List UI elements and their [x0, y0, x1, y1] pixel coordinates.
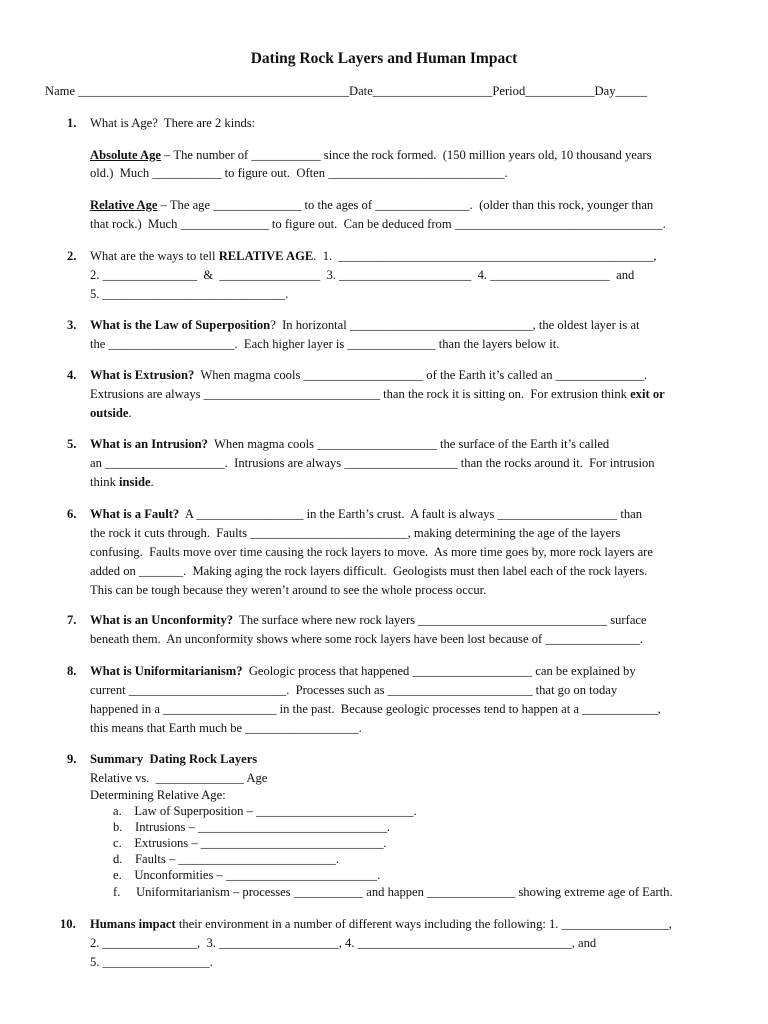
question-number: 7.: [67, 613, 77, 627]
question-line: [90, 613, 647, 628]
text-segment: old.) Much ___________ to figure out. Often ____________________________.: [90, 166, 508, 180]
text-segment: Relative vs. ______________ Age: [90, 771, 268, 785]
text-segment: Absolute Age: [90, 148, 162, 162]
question-number: 8.: [67, 664, 77, 678]
text-segment: confusing. Faults move over time causing the rock layers to move. As more time goes by, more rock layers are: [90, 545, 653, 559]
text-segment: .: [128, 406, 132, 420]
question-line: [90, 475, 154, 490]
question-line: [113, 868, 380, 883]
text-segment: What is a Fault?: [90, 507, 180, 521]
question-number: 2.: [67, 249, 77, 263]
question-line: [90, 406, 132, 421]
name-date-period-line: [45, 84, 647, 99]
question-line: [90, 287, 288, 302]
text-segment: What is Age? There are 2 kinds:: [90, 116, 256, 130]
text-segment: Summary Dating Rock Layers: [90, 752, 258, 766]
text-segment: this means that Earth much be __________________.: [90, 721, 362, 735]
question-line: [90, 337, 559, 352]
text-segment: When magma cools ___________________ the surface of the Earth it’s called: [207, 437, 610, 451]
text-segment: their environment in a number of different ways including the following: 1. _________________,: [175, 917, 672, 931]
text-segment: What are the ways to tell: [90, 249, 219, 263]
question-line: [90, 249, 656, 264]
text-segment: What is an Unconformity?: [90, 613, 234, 627]
text-segment: The surface where new rock layers ______________________________ surface: [233, 613, 647, 627]
text-segment: Extrusions are always ____________________________ than the rock it is sitting on. For extrusion think: [90, 387, 631, 401]
text-segment: 2. _______________ & ________________ 3. _____________________ 4. ___________________ and: [90, 268, 635, 282]
question-line: [90, 936, 596, 951]
text-segment: What is Uniformitarianism?: [90, 664, 243, 678]
text-segment: that rock.) Much ______________ to figure out. Can be deduced from _________________________________.: [90, 217, 666, 231]
text-segment: outside: [90, 406, 129, 420]
question-number: 9.: [67, 752, 77, 766]
text-segment: exit or: [630, 387, 665, 401]
question-line: [113, 885, 673, 900]
text-segment: This can be tough because they weren’t around to see the whole process occur.: [90, 583, 487, 597]
question-line: [90, 664, 636, 679]
question-line: [90, 771, 267, 786]
text-segment: – The number of ___________ since the rock formed. (150 million years old, 10 thousand years: [161, 148, 652, 162]
text-segment: think: [90, 475, 120, 489]
question-number: 5.: [67, 437, 77, 451]
question-line: [90, 955, 213, 970]
text-segment: the ____________________. Each higher layer is ______________ than the layers below it.: [90, 337, 560, 351]
question-number: 1.: [67, 116, 77, 130]
text-segment: a. Law of Superposition – _________________________.: [113, 804, 417, 818]
question-line: [90, 318, 640, 333]
text-segment: Relative Age: [90, 198, 158, 212]
question-line: [90, 217, 666, 232]
question-line: [90, 721, 362, 736]
question-line: [90, 788, 226, 803]
text-segment: happened in a __________________ in the past. Because geologic processes tend to happen at a ____________,: [90, 702, 661, 716]
text-segment: added on _______. Making aging the rock layers difficult. Geologists must then label each of the rock layers.: [90, 564, 648, 578]
question-line: [90, 632, 643, 647]
question-line: [90, 545, 653, 560]
question-number: 6.: [67, 507, 77, 521]
question-line: [90, 507, 642, 522]
question-line: [90, 387, 665, 402]
text-segment: current _________________________. Processes such as _______________________ that go on today: [90, 683, 618, 697]
question-number: 3.: [67, 318, 77, 332]
text-segment: A _________________ in the Earth’s crust. A fault is always ___________________ than: [179, 507, 643, 521]
text-segment: Humans impact: [90, 917, 176, 931]
question-line: [90, 368, 647, 383]
text-segment: Determining Relative Age:: [90, 788, 226, 802]
text-segment: When magma cools ___________________ of the Earth it’s called an ______________.: [194, 368, 647, 382]
question-line: [90, 583, 486, 598]
question-line: [90, 166, 508, 181]
question-line: [90, 752, 257, 767]
text-segment: What is the Law of Superposition: [90, 318, 271, 332]
question-line: [90, 437, 609, 452]
question-line: [90, 564, 647, 579]
question-line: [113, 820, 390, 835]
question-line: [90, 198, 653, 213]
text-segment: What is Extrusion?: [90, 368, 195, 382]
question-line: [113, 804, 417, 819]
text-segment: the rock it cuts through. Faults _________________________, making determining the age of the layers: [90, 526, 621, 540]
text-segment: Name ___________________________________________Date___________________Period___________Day_____: [45, 84, 648, 98]
question-line: [90, 917, 672, 932]
text-segment: beneath them. An unconformity shows where some rock layers have been lost because of _______________.: [90, 632, 643, 646]
text-segment: c. Extrusions – _____________________________.: [113, 836, 387, 850]
worksheet-title: Dating Rock Layers and Human Impact: [250, 50, 518, 67]
question-line: [90, 148, 652, 163]
text-segment: . 1. __________________________________________________,: [313, 249, 657, 263]
question-number: 10.: [60, 917, 76, 931]
text-segment: d. Faults – _________________________.: [113, 852, 339, 866]
text-segment: .: [150, 475, 154, 489]
text-segment: What is an Intrusion?: [90, 437, 208, 451]
text-segment: b. Intrusions – ______________________________.: [113, 820, 391, 834]
text-segment: RELATIVE AGE: [218, 249, 314, 263]
question-line: [90, 268, 634, 283]
text-segment: an ___________________. Intrusions are always __________________ than the rocks around it. For intrusion: [90, 456, 655, 470]
question-line: [90, 702, 661, 717]
question-line: [113, 836, 387, 851]
text-segment: e. Unconformities – ________________________.: [113, 868, 381, 882]
question-line: [90, 116, 255, 131]
text-segment: 2. _______________, 3. ___________________, 4. __________________________________, and: [90, 936, 597, 950]
text-segment: 5. _________________.: [90, 955, 213, 969]
text-segment: inside: [119, 475, 151, 489]
text-segment: f. Uniformitarianism – processes ___________ and happen ______________ showing extreme age of Earth.: [113, 885, 673, 899]
question-line: [113, 852, 339, 867]
question-number: 4.: [67, 368, 77, 382]
text-segment: 5. _____________________________.: [90, 287, 289, 301]
text-segment: ? In horizontal _____________________________, the oldest layer is at: [270, 318, 640, 332]
question-line: [90, 526, 620, 541]
question-line: [90, 456, 655, 471]
text-segment: – The age ______________ to the ages of _______________. (older than this rock, younger than: [157, 198, 654, 212]
question-line: [90, 683, 617, 698]
text-segment: Geologic process that happened ___________________ can be explained by: [242, 664, 636, 678]
